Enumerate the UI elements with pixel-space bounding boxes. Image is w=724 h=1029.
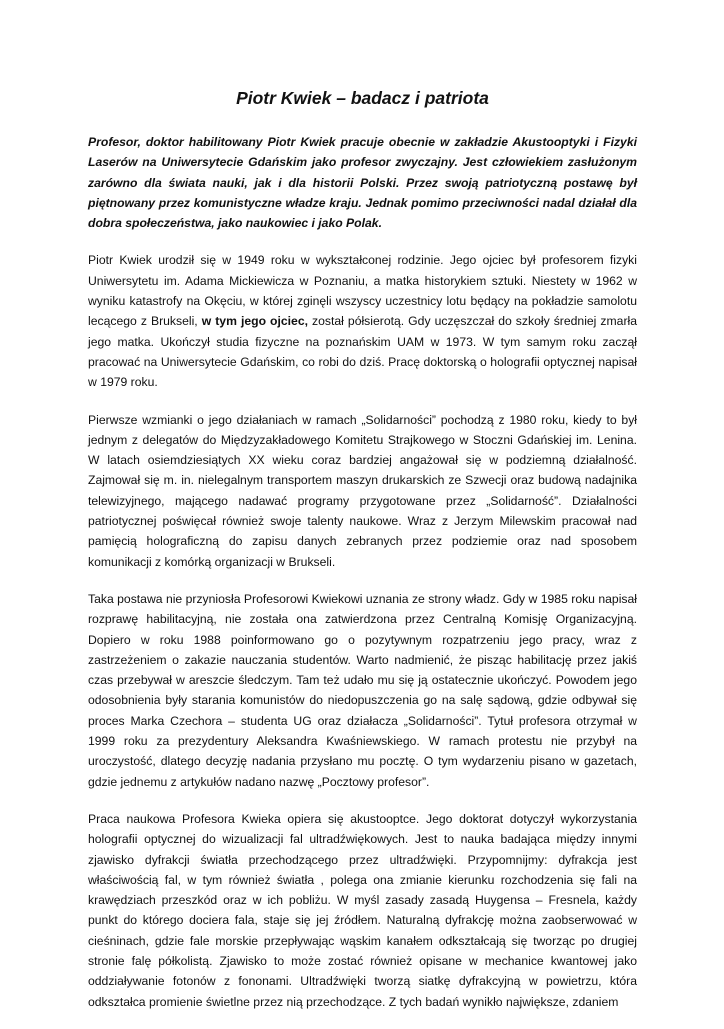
document-title: Piotr Kwiek – badacz i patriota	[236, 88, 489, 108]
document-page	[88, 86, 637, 1029]
paragraph-biography-text-end: został półsierotą. Gdy uczęszczał do szkoły średniej zmarła jego matka. Ukończył studia fizyczne na poznańskim UAM w 1973. W tym samym roku zaczął pracować na Uniwersytecie Gdańskim, co robi do dziś. Pracę doktorską o holografii optycznej napisał w 1979 roku.	[88, 314, 637, 390]
paragraph-biography-bold-text: w tym jego ojciec,	[201, 314, 308, 329]
paragraph-habilitation: Taka postawa nie przyniosła Profesorowi Kwiekowi uznania ze strony władz. Gdy w 1985 roku napisał rozprawę habilitacyjną, nie została ona zatwierdzona przez Centralną Komisję Organizacyjną. Dopiero w roku 1988 poinformowano go o pozytywnym rozpatrzeniu jego pracy, wraz z zastrzeżeniem o zakazie nauczania studentów. Warto nadmienić, że pisząc habilitację przez jakiś czas przebywał w areszcie śledczym. Tam też udało mu się ją ostatecznie ukończyć. Powodem jego odosobnienia były starania komunistów do niedopuszczenia go na salę sądową, gdzie odbywał się proces Marka Czechora – studenta UG oraz działacza „Solidarności”. Tytuł profesora otrzymał w 1999 roku za prezydentury Aleksandra Kwaśniewskiego. W ramach protestu nie przybył na uroczystość, dlatego decyzję nadania przysłano mu pocztę. O tym wydarzeniu pisano w gazetach, gdzie jednemu z artykułów nadano nazwę „Pocztowy profesor”.	[88, 591, 637, 789]
paragraph-biography	[88, 250, 637, 392]
paragraph-research: Praca naukowa Profesora Kwieka opiera się akustooptce. Jego doktorat dotyczył wykorzystania holografii optycznej do wizualizacji fal ultradźwiękowych. Jest to nauka badająca między innymi zjawisko dyfrakcji światła przechodzącego przez ultradźwięki. Przypomnijmy: dyfrakcja jest właściwością fal, w tym również światła , polega ona zmianie kierunku rozchodzenia się fali na krawędziach przeszkód oraz w ich pobliżu. W myśl zasady zasadą Huygensa – Fresnela, każdy punkt do którego dociera fala, staje się jej źródłem. Naturalną dyfrakcję można zaobserwować w cieśninach, gdzie fale morskie przepływając wąskim kanałem odkształcają się tworząc po drugiej stronie falę półkolistą. Zjawisko to może zostać również opisane w mechanice kwantowej jako oddziaływanie fotonów z fononami. Ultradźwięki tworzą siatkę dyfrakcyjną w powietrzu, która odkształca promienie świetlne przez nią przechodzące. Z tych badań wynikło największe, zdaniem	[88, 811, 637, 1009]
paragraph-solidarity: Pierwsze wzmianki o jego działaniach w ramach „Solidarności” pochodzą z 1980 roku, kiedy to był jednym z delegatów do Międzyzakładowego Komitetu Strajkowego w Stoczni Gdańskiej im. Lenina. W latach osiemdziesiątych XX wieku coraz bardziej angażował się w podziemną działalność. Zajmował się m. in. nielegalnym transportem maszyn drukarskich ze Szwecji oraz budową nadajnika telewizyjnego, mającego nadawać programy przygotowane przez „Solidarność”. Działalności patriotycznej poświęcał również swoje talenty naukowe. Wraz z Jerzym Milewskim pracował nad pamięcią holograficzną do zapisu danych zebranych przez podziemie oraz nad sposobem komunikacji z komórką organizacji w Brukseli.	[88, 412, 637, 569]
paragraph-biography-text-start: Piotr Kwiek urodził się w 1949 roku w wykształconej rodzinie. Jego ojciec był profesorem fizyki Uniwersytetu im. Adama Mickiewicza w Poznaniu, a matka historykiem sztuki. Niestety w 1962 w wyniku katastrofy na Okęciu, w której zginęli wszyscy uczestnicy lotu będący na pokładzie samolotu lecącego z Brukseli,	[88, 253, 637, 329]
lead-paragraph: Profesor, doktor habilitowany Piotr Kwiek pracuje obecnie w zakładzie Akustooptyki i Fizyki Laserów na Uniwersytecie Gdańskim jako profesor zwyczajny. Jest człowiekiem zasłużonym zarówno dla świata nauki, jak i dla historii Polski. Przez swoją patriotyczną postawę był piętnowany przez komunistyczne władze kraju. Jednak pomimo przeciwności nadal działał dla dobra społeczeństwa, jako naukowiec i jako Polak.	[88, 135, 637, 231]
